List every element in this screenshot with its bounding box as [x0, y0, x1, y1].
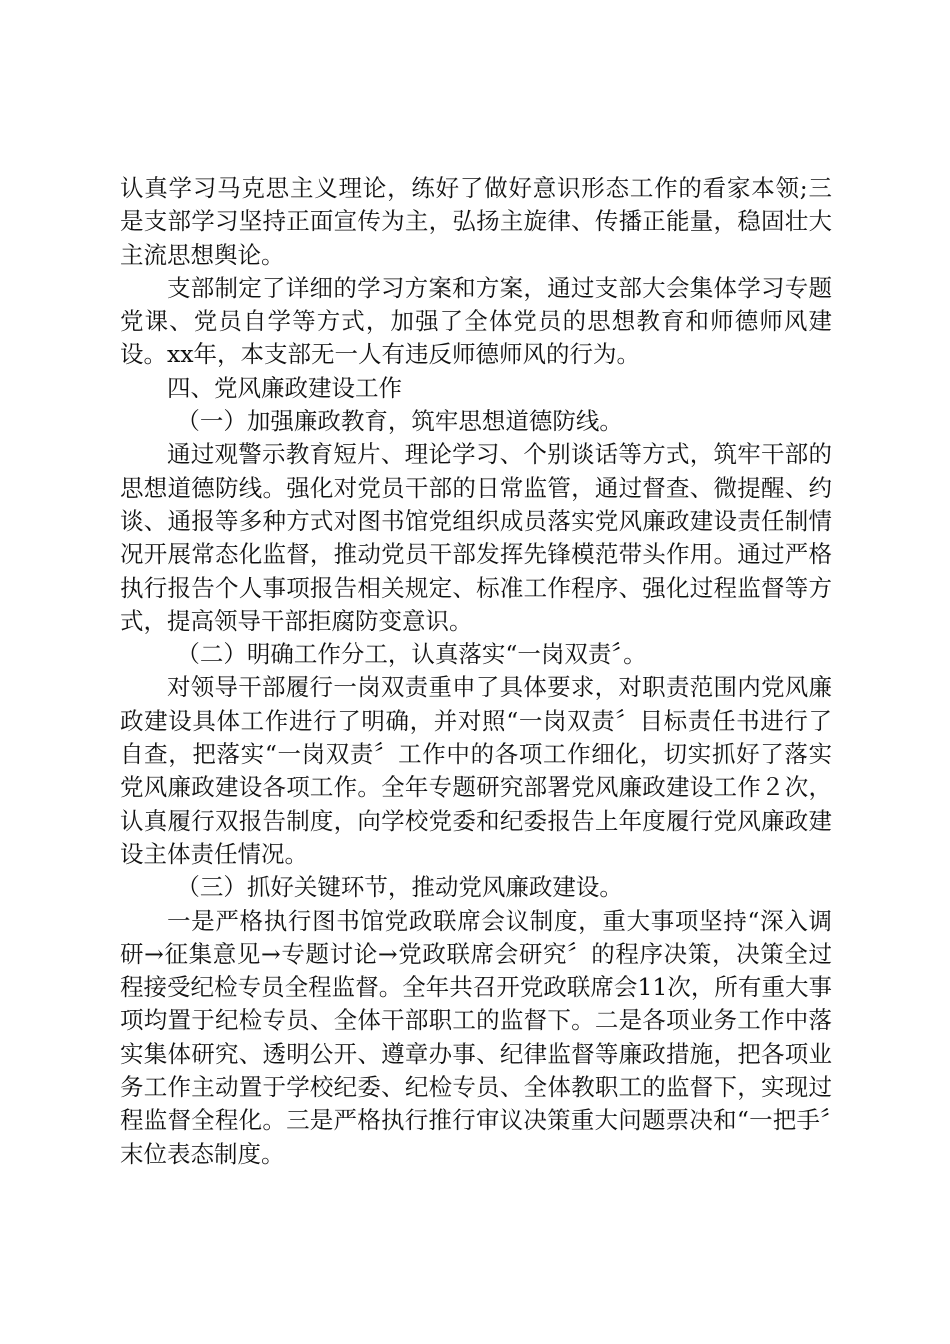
sub-heading-2: （二）明确工作分工，认真落实“一岗双责〞。 [176, 640, 647, 669]
sub-heading-3: （三）抓好关键环节，推动党风廉政建设。 [176, 873, 623, 902]
sub-heading-1: （一）加强廉政教育，筑牢思想道德防线。 [176, 407, 623, 436]
paragraph-key-links: 一是严格执行图书馆党政联席会议制度，重大事项坚持“深入调研→征集意见→专题讨论→党政联席会研究〞的程序决策，决策全过程接受纪检专员全程监督。全年共召开党政联席会11次，所有重大事项均置于纪检专员、全体干部职工的监督下。二是各项业务工作中落实集体研究、透明公开、遵章办事、纪律监督等廉政措施，把各项业务工作主动置于学校纪委、纪检专员、全体教职工的监督下，实现过程监督全程化。三是严格执行推行审议决策重大问题票决和“一把手〞末位表态制度。 [120, 906, 832, 1168]
document-page [120, 172, 832, 1171]
paragraph-study-continuation: 认真学习马克思主义理论，练好了做好意识形态工作的看家本领;三是支部学习坚持正面宣传为主，弘扬主旋律、传播正能量，稳固壮大主流思想舆论。 [120, 174, 832, 269]
paragraph-integrity-education: 通过观警示教育短片、理论学习、个别谈话等方式，筑牢干部的思想道德防线。强化对党员干部的日常监管，通过督查、微提醒、约谈、通报等多种方式对图书馆党组织成员落实党风廉政建设责任制情况开展常态化监督，推动党员干部发挥先锋模范带头作用。通过严格执行报告个人事项报告相关规定、标准工作程序、强化过程监督等方式，提高领导干部拒腐防变意识。 [120, 440, 832, 635]
paragraph-dual-responsibility: 对领导干部履行一岗双责重申了具体要求，对职责范围内党风廉政建设具体工作进行了明确，并对照“一岗双责〞目标责任书进行了自查，把落实“一岗双责〞工作中的各项工作细化，切实抓好了落实党风廉政建设各项工作。全年专题研究部署党风廉政建设工作２次，认真履行双报告制度，向学校党委和纪委报告上年度履行党风廉政建设主体责任情况。 [120, 673, 832, 868]
paragraph-study-plan: 支部制定了详细的学习方案和方案，通过支部大会集体学习专题党课、党员自学等方式，加强了全体党员的思想教育和师德师风建设。xx年，本支部无一人有违反师德师风的行为。 [120, 273, 832, 369]
section-heading-party-integrity: 四、党风廉政建设工作 [167, 373, 402, 402]
